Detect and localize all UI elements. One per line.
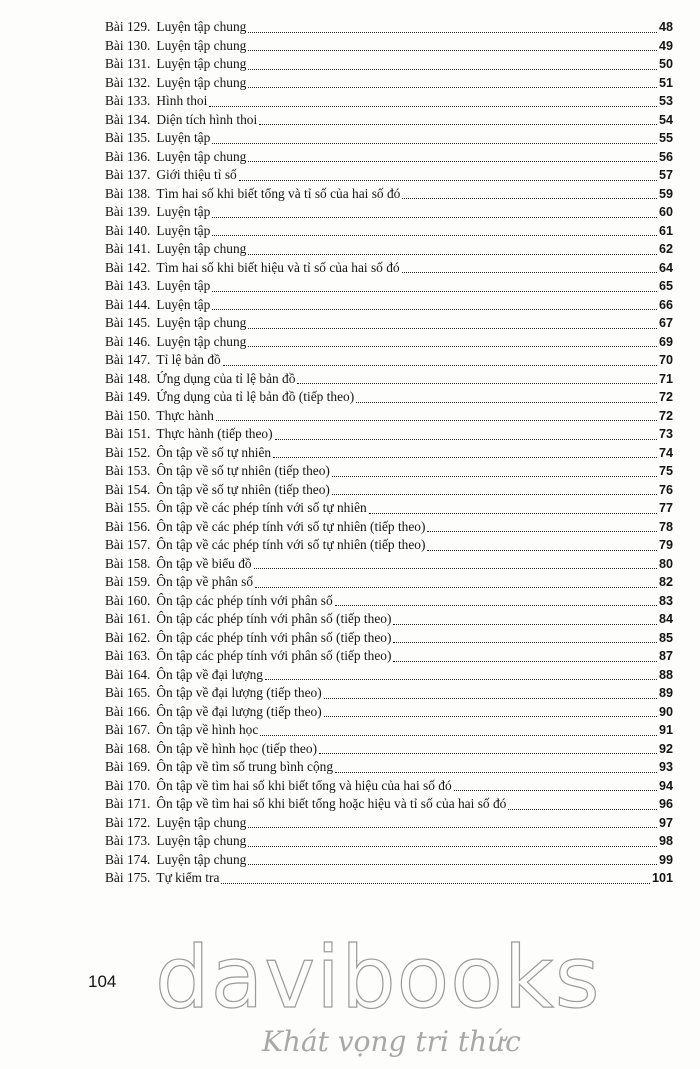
lesson-page-number: 54 — [658, 112, 673, 127]
lesson-number: Bài 137. — [105, 167, 151, 182]
lesson-title: Luyện tập — [156, 278, 211, 293]
lesson-title: Thực hành (tiếp theo) — [156, 426, 273, 441]
dot-leader — [393, 624, 657, 625]
dot-leader — [239, 180, 657, 181]
lesson-number: Bài 136. — [105, 148, 151, 164]
lesson-number: Bài 147. — [105, 352, 151, 367]
toc-entry — [105, 222, 673, 241]
lesson-number: Bài 158. — [105, 555, 151, 571]
toc-entry — [105, 758, 673, 777]
lesson-page-number: 83 — [658, 593, 673, 608]
toc-entry — [105, 185, 673, 204]
lesson-number: Bài 175. — [105, 870, 151, 885]
lesson-page-number: 77 — [658, 501, 673, 515]
toc-entry — [105, 703, 673, 722]
dot-leader — [254, 568, 657, 569]
lesson-page-number: 56 — [658, 149, 673, 164]
lesson-title: Luyện tập chung — [156, 74, 247, 90]
lesson-title: Diện tích hình thoi — [156, 111, 258, 127]
dot-leader — [259, 124, 657, 125]
lesson-number: Bài 145. — [105, 315, 151, 330]
toc-entry — [105, 444, 673, 463]
lesson-number: Bài 131. — [105, 56, 151, 71]
lesson-title: Ôn tập về biểu đồ — [156, 555, 252, 571]
lesson-page-number: 65 — [658, 279, 673, 293]
toc-entry — [105, 370, 673, 389]
lesson-title: Luyện tập chung — [156, 851, 247, 867]
dot-leader — [369, 513, 657, 514]
toc-entry — [105, 129, 673, 148]
dot-leader — [248, 864, 657, 865]
lesson-number: Bài 170. — [105, 777, 151, 793]
dot-leader — [427, 550, 657, 551]
lesson-title: Ôn tập về phân số — [156, 574, 254, 589]
dot-leader — [248, 32, 657, 33]
dot-leader — [248, 69, 657, 70]
lesson-page-number: 60 — [658, 205, 673, 219]
dot-leader — [427, 531, 657, 532]
lesson-page-number: 90 — [658, 704, 673, 719]
lesson-page-number: 94 — [658, 778, 673, 793]
toc-entry — [105, 18, 673, 37]
toc-entry — [105, 74, 673, 93]
lesson-number: Bài 174. — [105, 851, 151, 867]
dot-leader — [260, 735, 657, 736]
toc-entry — [105, 795, 673, 814]
lesson-page-number: 57 — [658, 168, 673, 182]
toc-entry — [105, 721, 673, 740]
dot-leader — [273, 457, 657, 458]
toc-entry — [105, 388, 673, 407]
lesson-title: Ôn tập về đại lượng (tiếp theo) — [156, 703, 322, 719]
lesson-page-number: 49 — [658, 38, 673, 53]
page-number: 104 — [88, 972, 117, 991]
toc-entry — [105, 536, 673, 555]
toc-entry — [105, 573, 673, 592]
lesson-number: Bài 150. — [105, 407, 151, 423]
lesson-title: Tìm hai số khi biết tổng và tỉ số của hai số đó — [156, 185, 401, 201]
lesson-page-number: 85 — [658, 630, 673, 645]
lesson-page-number: 93 — [658, 760, 673, 774]
lesson-title: Ôn tập về các phép tính với số tự nhiên (tiếp theo) — [156, 518, 426, 534]
lesson-page-number: 97 — [658, 815, 673, 830]
lesson-title: Ôn tập về hình học (tiếp theo) — [156, 740, 318, 756]
toc-entry — [105, 55, 673, 74]
lesson-page-number: 87 — [658, 649, 673, 663]
lesson-number: Bài 133. — [105, 93, 151, 108]
table-of-contents — [105, 18, 673, 888]
lesson-title: Luyện tập — [156, 204, 211, 219]
dot-leader — [332, 476, 657, 477]
lesson-title: Luyện tập — [156, 130, 211, 145]
lesson-number: Bài 138. — [105, 185, 151, 201]
lesson-number: Bài 169. — [105, 759, 151, 774]
dot-leader — [221, 883, 650, 884]
lesson-page-number: 78 — [658, 519, 673, 534]
lesson-page-number: 75 — [658, 464, 673, 478]
lesson-page-number: 59 — [658, 186, 673, 201]
lesson-number: Bài 156. — [105, 518, 151, 534]
lesson-page-number: 61 — [658, 223, 673, 238]
lesson-title: Ôn tập các phép tính với phân số (tiếp theo) — [156, 629, 392, 645]
lesson-page-number: 98 — [658, 834, 673, 848]
dot-leader — [265, 679, 657, 680]
dot-leader — [248, 827, 657, 828]
lesson-title: Ôn tập các phép tính với phân số — [156, 592, 333, 608]
lesson-title: Ôn tập về tìm hai số khi biết tổng hoặc hiệu và tỉ số của hai số đó — [156, 796, 507, 811]
toc-entry — [105, 148, 673, 167]
lesson-page-number: 96 — [658, 797, 673, 811]
dot-leader — [275, 439, 657, 440]
lesson-page-number: 72 — [658, 408, 673, 423]
toc-entry — [105, 203, 673, 222]
dot-leader — [212, 217, 657, 218]
dot-leader — [356, 402, 657, 403]
dot-leader — [209, 106, 657, 107]
dot-leader — [324, 698, 657, 699]
lesson-title: Ôn tập về hình học — [156, 722, 259, 737]
dot-leader — [402, 272, 657, 273]
watermark-logo: davibooks — [155, 928, 601, 1028]
dot-leader — [216, 420, 657, 421]
lesson-title: Giới thiệu tỉ số — [156, 167, 237, 182]
lesson-title: Luyện tập chung — [156, 333, 247, 349]
watermark-slogan: Khát vọng tri thức — [262, 1025, 521, 1058]
toc-entry — [105, 277, 673, 296]
lesson-number: Bài 142. — [105, 259, 151, 275]
lesson-title: Luyện tập chung — [156, 37, 247, 53]
lesson-title: Luyện tập chung — [156, 56, 247, 71]
lesson-page-number: 69 — [658, 334, 673, 349]
lesson-number: Bài 164. — [105, 666, 151, 682]
lesson-page-number: 76 — [658, 482, 673, 497]
lesson-number: Bài 139. — [105, 204, 151, 219]
dot-leader — [402, 198, 657, 199]
dot-leader — [508, 809, 657, 810]
lesson-page-number: 51 — [658, 75, 673, 90]
toc-entry — [105, 166, 673, 185]
lesson-page-number: 71 — [658, 371, 673, 386]
lesson-title: Ôn tập về đại lượng — [156, 666, 263, 682]
lesson-title: Luyện tập chung — [156, 315, 247, 330]
lesson-page-number: 82 — [658, 575, 673, 589]
dot-leader — [335, 772, 657, 773]
dot-leader — [248, 161, 657, 162]
lesson-title: Luyện tập — [156, 222, 211, 238]
lesson-number: Bài 172. — [105, 814, 151, 830]
toc-entry — [105, 296, 673, 315]
lesson-number: Bài 143. — [105, 278, 151, 293]
toc-entry — [105, 555, 673, 574]
lesson-page-number: 91 — [658, 723, 673, 737]
lesson-page-number: 48 — [658, 20, 673, 34]
lesson-title: Luyện tập chung — [156, 814, 247, 830]
lesson-number: Bài 134. — [105, 111, 151, 127]
lesson-title: Ôn tập về tìm số trung bình cộng — [156, 759, 334, 774]
toc-entry — [105, 259, 673, 278]
lesson-page-number: 70 — [658, 353, 673, 367]
lesson-page-number: 92 — [658, 741, 673, 756]
lesson-number: Bài 135. — [105, 130, 151, 145]
lesson-page-number: 72 — [658, 390, 673, 404]
toc-entry — [105, 740, 673, 759]
lesson-title: Ôn tập về các phép tính với số tự nhiên (tiếp theo) — [156, 537, 426, 552]
lesson-page-number: 62 — [658, 242, 673, 256]
lesson-number: Bài 157. — [105, 537, 151, 552]
dot-leader — [248, 50, 657, 51]
toc-entry — [105, 314, 673, 333]
lesson-number: Bài 149. — [105, 389, 151, 404]
lesson-number: Bài 155. — [105, 500, 151, 515]
lesson-title: Ôn tập các phép tính với phân số (tiếp theo) — [156, 648, 392, 663]
lesson-page-number: 67 — [658, 316, 673, 330]
lesson-page-number: 79 — [658, 538, 673, 552]
lesson-title: Ôn tập về đại lượng (tiếp theo) — [156, 685, 322, 700]
lesson-number: Bài 165. — [105, 685, 151, 700]
dot-leader — [319, 753, 657, 754]
dot-leader — [248, 346, 657, 347]
lesson-number: Bài 168. — [105, 740, 151, 756]
lesson-page-number: 80 — [658, 556, 673, 571]
lesson-number: Bài 152. — [105, 444, 151, 460]
dot-leader — [454, 790, 657, 791]
lesson-number: Bài 151. — [105, 426, 151, 441]
dot-leader — [248, 328, 657, 329]
lesson-number: Bài 163. — [105, 648, 151, 663]
toc-entry — [105, 629, 673, 648]
toc-entry — [105, 851, 673, 870]
lesson-title: Ứng dụng của tỉ lệ bản đồ (tiếp theo) — [156, 389, 355, 404]
lesson-page-number: 66 — [658, 297, 673, 312]
toc-entry — [105, 666, 673, 685]
lesson-number: Bài 141. — [105, 241, 151, 256]
dot-leader — [393, 642, 657, 643]
lesson-page-number: 88 — [658, 667, 673, 682]
toc-entry — [105, 333, 673, 352]
toc-entry — [105, 647, 673, 666]
lesson-number: Bài 146. — [105, 333, 151, 349]
toc-entry — [105, 518, 673, 537]
lesson-page-number: 73 — [658, 427, 673, 441]
lesson-page-number: 101 — [651, 871, 673, 885]
lesson-title: Tự kiểm tra — [156, 870, 220, 885]
lesson-title: Luyện tập — [156, 296, 211, 312]
toc-entry — [105, 92, 673, 111]
dot-leader — [255, 587, 657, 588]
toc-entry — [105, 832, 673, 851]
dot-leader — [223, 365, 657, 366]
lesson-title: Tìm hai số khi biết hiệu và tỉ số của hai số đó — [156, 259, 400, 275]
lesson-title: Ôn tập về số tự nhiên (tiếp theo) — [156, 481, 330, 497]
dot-leader — [248, 846, 657, 847]
toc-entry — [105, 814, 673, 833]
lesson-title: Ứng dụng của tỉ lệ bản đồ — [156, 370, 296, 386]
lesson-number: Bài 140. — [105, 222, 151, 238]
lesson-title: Ôn tập về các phép tính với số tự nhiên — [156, 500, 367, 515]
toc-entry — [105, 111, 673, 130]
lesson-page-number: 89 — [658, 686, 673, 700]
toc-entry — [105, 499, 673, 518]
dot-leader — [335, 605, 657, 606]
lesson-number: Bài 144. — [105, 296, 151, 312]
lesson-page-number: 55 — [658, 131, 673, 145]
lesson-number: Bài 132. — [105, 74, 151, 90]
lesson-number: Bài 161. — [105, 611, 151, 626]
toc-entry — [105, 37, 673, 56]
lesson-title: Hình thoi — [156, 93, 208, 108]
lesson-number: Bài 160. — [105, 592, 151, 608]
toc-entry — [105, 462, 673, 481]
toc-entry — [105, 777, 673, 796]
lesson-number: Bài 159. — [105, 574, 151, 589]
lesson-number: Bài 162. — [105, 629, 151, 645]
lesson-page-number: 99 — [658, 852, 673, 867]
dot-leader — [248, 87, 657, 88]
toc-entry — [105, 425, 673, 444]
lesson-number: Bài 166. — [105, 703, 151, 719]
lesson-page-number: 84 — [658, 612, 673, 626]
toc-entry — [105, 481, 673, 500]
lesson-page-number: 53 — [658, 94, 673, 108]
lesson-number: Bài 148. — [105, 370, 151, 386]
lesson-title: Ôn tập về tìm hai số khi biết tổng và hiệu của hai số đó — [156, 777, 452, 793]
toc-entry — [105, 592, 673, 611]
toc-entry — [105, 684, 673, 703]
lesson-number: Bài 153. — [105, 463, 151, 478]
lesson-title: Tỉ lệ bản đồ — [156, 352, 221, 367]
lesson-title: Luyện tập chung — [156, 833, 247, 848]
lesson-title: Luyện tập chung — [156, 241, 247, 256]
lesson-number: Bài 173. — [105, 833, 151, 848]
lesson-title: Ôn tập về số tự nhiên — [156, 444, 272, 460]
dot-leader — [324, 716, 657, 717]
dot-leader — [212, 309, 657, 310]
dot-leader — [393, 661, 657, 662]
toc-entry — [105, 351, 673, 370]
dot-leader — [212, 235, 657, 236]
toc-entry — [105, 407, 673, 426]
lesson-title: Ôn tập các phép tính với phân số (tiếp theo) — [156, 611, 392, 626]
dot-leader — [212, 291, 657, 292]
lesson-number: Bài 130. — [105, 37, 151, 53]
lesson-number: Bài 154. — [105, 481, 151, 497]
dot-leader — [248, 254, 657, 255]
lesson-number: Bài 167. — [105, 722, 151, 737]
lesson-page-number: 64 — [658, 260, 673, 275]
lesson-title: Ôn tập về số tự nhiên (tiếp theo) — [156, 463, 330, 478]
toc-entry — [105, 869, 673, 888]
lesson-number: Bài 129. — [105, 19, 151, 34]
dot-leader — [332, 494, 657, 495]
dot-leader — [297, 383, 657, 384]
lesson-title: Luyện tập chung — [156, 19, 247, 34]
toc-entry — [105, 610, 673, 629]
toc-entry — [105, 240, 673, 259]
lesson-page-number: 74 — [658, 445, 673, 460]
lesson-title: Thực hành — [156, 407, 214, 423]
lesson-title: Luyện tập chung — [156, 148, 247, 164]
dot-leader — [212, 143, 657, 144]
lesson-number: Bài 171. — [105, 796, 151, 811]
lesson-page-number: 50 — [658, 57, 673, 71]
